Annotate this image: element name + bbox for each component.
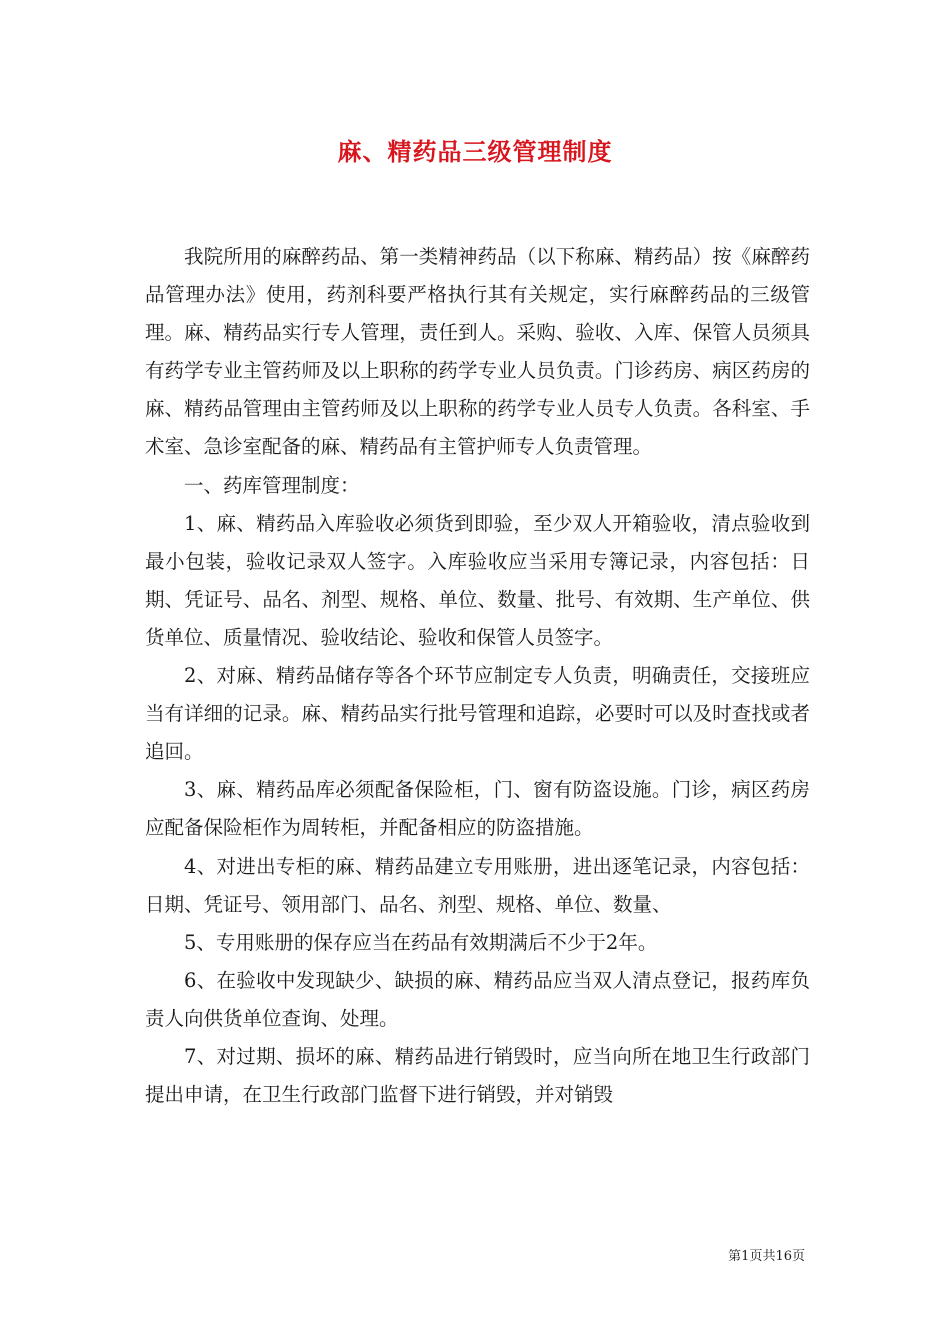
paragraph-item-2: 2、对麻、精药品储存等各个环节应制定专人负责，明确责任，交接班应当有详细的记录。麻、精药品实行批号管理和追踪，必要时可以及时查找或者追回。 — [145, 664, 810, 764]
paragraph-item-7: 7、对过期、损坏的麻、精药品进行销毁时，应当向所在地卫生行政部门提出申请，在卫生行政部门监督下进行销毁，并对销毁 — [145, 1044, 810, 1107]
paragraph-item-5: 5、专用账册的保存应当在药品有效期满后不少于2年。 — [184, 930, 658, 954]
paragraph-item-4: 4、对进出专柜的麻、精药品建立专用账册，进出逐笔记录，内容包括：日期、凭证号、领用部门、品名、剂型、规格、单位、数量、 — [145, 854, 810, 916]
section-heading: 一、药库管理制度： — [184, 473, 360, 497]
paragraph-item-3: 3、麻、精药品库必须配备保险柜，门、窗有防盗设施。门诊，病区药房应配备保险柜作为周转柜，并配备相应的防盗措施。 — [145, 778, 810, 840]
document-title: 麻、精药品三级管理制度 — [337, 137, 613, 166]
paragraph-intro: 我院所用的麻醉药品、第一类精神药品（以下称麻、精药品）按《麻醉药品管理办法》使用，药剂科要严格执行其有关规定，实行麻醉药品的三级管理。麻、精药品实行专人管理，责任到人。采购、验收、入库、保管人员须具有药学专业主管药师及以上职称的药学专业人员负责。门诊药房、病区药房的麻、精药品管理由主管药师及以上职称的药学专业人员专人负责。各科室、手术室、急诊室配备的麻、精药品有主管护师专人负责管理。 — [145, 245, 810, 459]
document-body — [145, 238, 810, 1114]
paragraph-item-1: 1、麻、精药品入库验收必须货到即验，至少双人开箱验收，清点验收到最小包装，验收记录双人签字。入库验收应当采用专簿记录，内容包括：日期、凭证号、品名、剂型、规格、单位、数量、批号、有效期、生产单位、供货单位、质量情况、验收结论、验收和保管人员签字。 — [145, 511, 810, 649]
page-number: 第1页共16页 — [728, 1249, 805, 1264]
page-footer — [728, 1248, 805, 1266]
paragraph-item-6: 6、在验收中发现缺少、缺损的麻、精药品应当双人清点登记，报药库负责人向供货单位查询、处理。 — [145, 968, 810, 1030]
